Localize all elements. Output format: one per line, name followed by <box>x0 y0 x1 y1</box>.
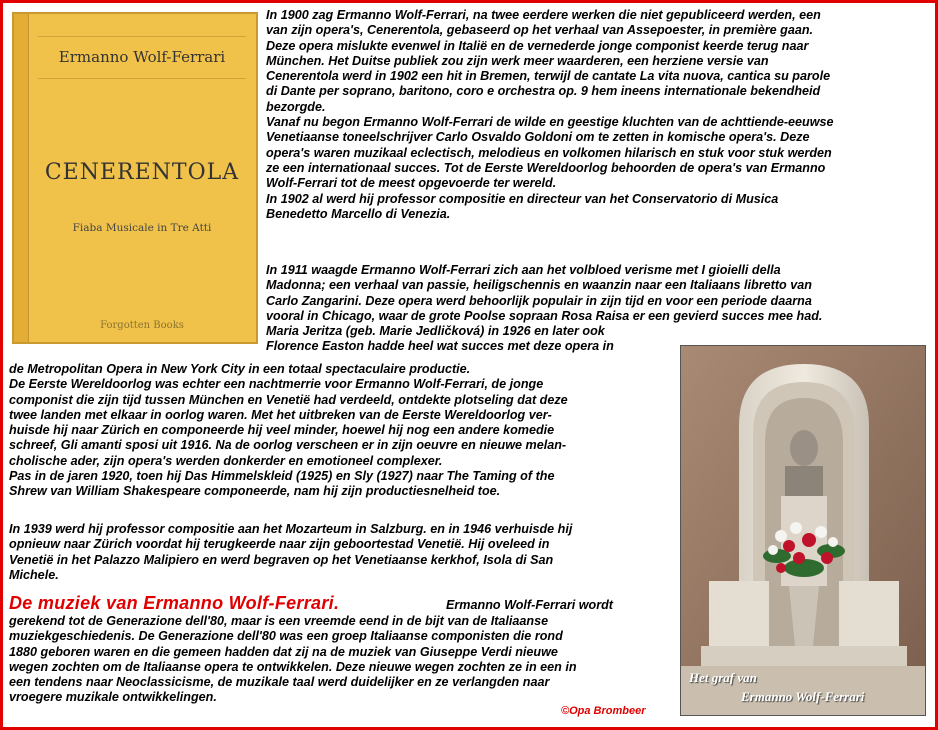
text-line: Pas in de jaren 1920, toen hij Das Himmelskleid (1925) en Sly (1927) naar The Taming of the <box>9 469 555 484</box>
text-line: Venetië in het Palazzo Malipiero en werd begraven op het Venetiaanse kerkhof, Isola di San <box>9 552 554 567</box>
book-spine <box>14 14 29 342</box>
text-line: schreef, Gli amanti sposi uit 1916. Na de oorlog verscheen er in zijn oeuvre en nieuwe melan- <box>9 438 567 453</box>
cover-author: Ermanno Wolf-Ferrari <box>58 48 226 66</box>
cover-publisher: Forgotten Books <box>100 320 184 331</box>
text-line: cholische ader, zijn opera's werden donkerder en emotioneel complexer. <box>9 453 443 468</box>
paragraph-5-first-line: Ermanno Wolf-Ferrari wordt <box>446 598 613 612</box>
text-line: Benedetto Marcello di Venezia. <box>266 206 451 221</box>
text-line: muziekgeschiedenis. De Generazione dell'80 was een groep Italiaanse componisten die rond <box>9 629 563 644</box>
section-heading: De muziek van Ermanno Wolf-Ferrari. <box>9 593 340 613</box>
text-line: Florence Easton hadde heel wat succes met deze opera in <box>266 339 614 354</box>
text-line: Shrew van William Shakespeare componeerde, nam hij zijn productiesnelheid toe. <box>9 484 501 499</box>
text-line: Maria Jeritza (geb. Marie Jedličková) in 1926 en later ook <box>266 324 605 339</box>
text-line: In 1911 waagde Ermanno Wolf-Ferrari zich aan het volbloed verisme met I gioielli della <box>266 263 781 277</box>
paragraph-4 <box>9 522 572 583</box>
text-line: Vanaf nu begon Ermanno Wolf-Ferrari de wilde en geestige kluchten van de achttiende-eeuwse <box>266 115 834 130</box>
copyright-notice: ©Opa Brombeer <box>561 705 646 717</box>
cover-rule-top <box>38 36 246 37</box>
text-line: Venetiaanse toneelschrijver Carlo Osvaldo Goldoni om te zetten in komische opera's. Deze <box>266 130 810 145</box>
text-line: van zijn opera's, Cenerentola, gebaseerd op het verhaal van Assepoester, in première gaan. <box>266 23 814 38</box>
cover-title: CENERENTOLA <box>44 160 240 185</box>
paragraph-2 <box>266 263 822 355</box>
cover-rule-author <box>38 78 246 79</box>
text-line: gerekend tot de Generazione dell'80, maar is een vreemde eend in de bijt van de Italiaanse <box>9 614 549 628</box>
paragraph-1 <box>266 8 834 222</box>
text-line: Wolf-Ferrari tot de meest opgevoerde ter wereld. <box>266 176 557 191</box>
paragraph-5 <box>9 614 577 706</box>
text-line: Madonna; een verhaal van passie, heiligschennis en waanzin naar een Italiaans libretto van <box>266 278 812 293</box>
text-line: opera's waren muzikaal eclectisch, melodieus en volkomen hilarisch en stuk voor stuk werden <box>266 145 832 160</box>
grave-illustration <box>681 346 926 716</box>
text-line: de Metropolitan Opera in New York City in een totaal spectaculaire productie. <box>9 362 471 376</box>
text-line: een tendens naar Neoclassicisme, de muzikale taal werd duidelijker en ze verlangden naar <box>9 675 550 690</box>
text-line: wegen zochten om de Italiaanse opera te ontwikkelen. Deze nieuwe wegen zochten ze in een in <box>9 659 577 674</box>
text-line: ze een internationaal succes. Tot de Eerste Wereldoorlog behoorden de opera's van Ermanno <box>266 160 826 175</box>
paragraph-3 <box>9 362 568 500</box>
text-line: De Eerste Wereldoorlog was echter een nachtmerrie voor Ermanno Wolf-Ferrari, de jonge <box>9 377 544 392</box>
text-line: In 1900 zag Ermanno Wolf-Ferrari, na twee eerdere werken die niet gepubliceerd werden, een <box>266 8 821 22</box>
text-line: Deze opera mislukte evenwel in Italië en de vernederde jonge componist keerde terug naar <box>266 38 809 53</box>
photo-caption-line-1: Het graf van <box>689 670 757 685</box>
grave-photo <box>680 345 926 716</box>
text-line: twee landen met elkaar in oorlog waren. Met het uitbreken van de Eerste Wereldoorlog ver- <box>9 407 552 422</box>
text-line: Cenerentola werd in 1902 een hit in Bremen, terwijl de cantate La vita nuova, cantica su parole <box>266 69 831 84</box>
text-line: bezorgde. <box>266 99 326 114</box>
text-line: In 1902 al werd hij professor compositie en directeur van het Conservatorio di Musica <box>266 191 779 206</box>
text-line: di Dante per soprano, baritono, coro e orchestra op. 9 hem ineens internationale bekendheid <box>266 84 821 99</box>
cover-subtitle: Fiaba Musicale in Tre Atti <box>72 222 212 234</box>
text-line: huisde hij naar Zürich en componeerde hij veel minder, hoewel hij nog een andere komedie <box>9 423 555 438</box>
text-line: In 1939 werd hij professor compositie aan het Mozarteum in Salzburg. en in 1946 verhuisde hij <box>9 522 573 536</box>
book-cover-image <box>12 12 258 344</box>
text-line: componist die zijn tijd tussen München en Venetië had verdeeld, ontdekte plotseling dat deze <box>9 392 568 407</box>
text-line: Carlo Zangarini. Deze opera werd behoorlijk populair in zijn tijd en voor een periode daarna <box>266 293 812 308</box>
text-line: vroegere muzikale ontwikkelingen. <box>9 690 217 705</box>
text-line: Michele. <box>9 567 59 582</box>
text-line: opnieuw naar Zürich voordat hij terugkeerde naar zijn geboortestad Venetië. Hij oveleed in <box>9 537 550 552</box>
text-line: München. Het Duitse publiek zou zijn werk meer waarderen, een herziene versie van <box>266 53 769 68</box>
text-line: 1880 geboren waren en die gemeen hadden dat zij na de muziek van Giuseppe Verdi nieuwe <box>9 644 558 659</box>
text-line: vooral in Chicago, waar de grote Poolse sopraan Rosa Raisa er een gevierd succes mee had. <box>266 308 823 323</box>
photo-caption-line-2: Ermanno Wolf-Ferrari <box>741 689 865 704</box>
